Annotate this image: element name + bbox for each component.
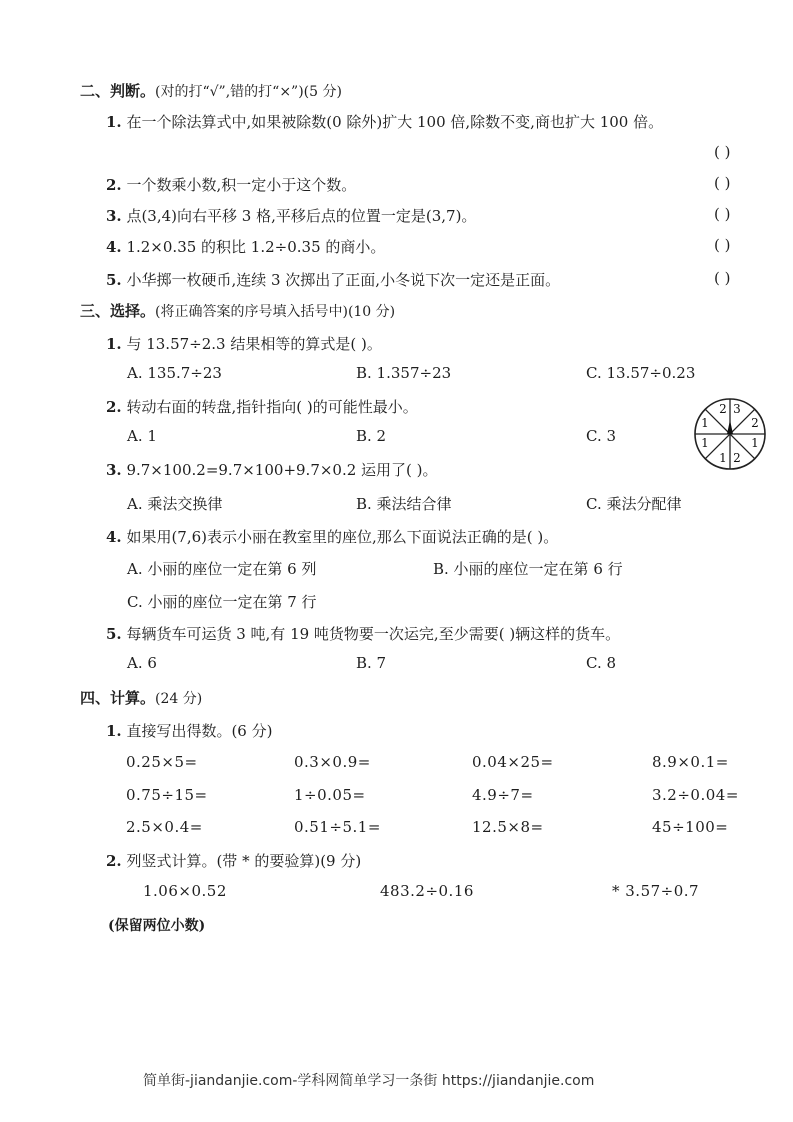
calc-cell[interactable]: 1÷0.05= bbox=[294, 786, 366, 804]
choice-question-3 bbox=[106, 459, 438, 480]
section-2-heading bbox=[80, 80, 342, 101]
item-number: 1. bbox=[106, 113, 122, 131]
section-3-title: 三、选择。 bbox=[80, 302, 156, 320]
item-number: 2. bbox=[106, 176, 122, 194]
option-a[interactable]: A. 小丽的座位一定在第 6 列 bbox=[127, 560, 317, 578]
calc-cell[interactable]: 0.51÷5.1= bbox=[294, 818, 381, 836]
vertical-calc-1[interactable]: 1.06×0.52 bbox=[143, 882, 227, 900]
option-b[interactable]: B. 2 bbox=[356, 427, 387, 445]
judge-item-3 bbox=[106, 205, 476, 226]
option-c[interactable]: C. 小丽的座位一定在第 7 行 bbox=[127, 593, 317, 611]
choice-question-4 bbox=[106, 526, 558, 547]
question-number: 1. bbox=[106, 335, 122, 353]
calc-cell[interactable]: 2.5×0.4= bbox=[126, 818, 203, 836]
item-text: 一个数乘小数,积一定小于这个数。 bbox=[126, 176, 357, 194]
rounding-note: (保留两位小数) bbox=[108, 918, 206, 934]
question-text: 9.7×100.2=9.7×100+9.7×0.2 运用了( )。 bbox=[126, 461, 438, 479]
question-text: 如果用(7,6)表示小丽在教室里的座位,那么下面说法正确的是( )。 bbox=[126, 528, 559, 546]
calc-cell[interactable]: 0.3×0.9= bbox=[294, 753, 371, 771]
judge-item-2 bbox=[106, 174, 356, 195]
choice-question-1 bbox=[106, 333, 382, 354]
part-text: 直接写出得数。(6 分) bbox=[126, 722, 273, 740]
calc-cell[interactable]: 3.2÷0.04= bbox=[652, 786, 739, 804]
spinner-label: 2 bbox=[733, 451, 741, 465]
choice-question-5 bbox=[106, 623, 620, 644]
question-text: 转动右面的转盘,指针指向( )的可能性最小。 bbox=[126, 398, 418, 416]
answer-blank[interactable]: ( ) bbox=[714, 236, 731, 254]
calc-cell[interactable]: 0.04×25= bbox=[472, 753, 554, 771]
spinner-wheel bbox=[692, 396, 768, 472]
section-3-heading bbox=[80, 300, 395, 321]
calc-cell[interactable]: 0.75÷15= bbox=[126, 786, 208, 804]
section-3-note: (将正确答案的序号填入括号中)(10 分) bbox=[155, 304, 396, 320]
calc-cell[interactable]: 4.9÷7= bbox=[472, 786, 534, 804]
item-number: 3. bbox=[106, 207, 122, 225]
judge-item-1 bbox=[106, 111, 663, 132]
calc-cell[interactable]: 12.5×8= bbox=[472, 818, 544, 836]
question-text: 每辆货车可运货 3 吨,有 19 吨货物要一次运完,至少需要( )辆这样的货车。 bbox=[126, 625, 621, 643]
spinner-label: 2 bbox=[751, 416, 759, 430]
option-a[interactable]: A. 乘法交换律 bbox=[127, 495, 223, 513]
option-a[interactable]: A. 6 bbox=[127, 654, 157, 672]
part-number: 2. bbox=[106, 852, 122, 870]
answer-blank[interactable]: ( ) bbox=[714, 174, 731, 192]
option-c[interactable]: C. 乘法分配律 bbox=[586, 495, 682, 513]
calc-cell[interactable]: 8.9×0.1= bbox=[652, 753, 729, 771]
option-c[interactable]: C. 13.57÷0.23 bbox=[586, 364, 696, 382]
part-text: 列竖式计算。(带 * 的要验算)(9 分) bbox=[126, 852, 362, 870]
vertical-calc-2[interactable]: 483.2÷0.16 bbox=[380, 882, 474, 900]
section-2-title: 二、判断。 bbox=[80, 82, 156, 100]
judge-item-5 bbox=[106, 269, 560, 290]
item-number: 5. bbox=[106, 271, 122, 289]
option-b[interactable]: B. 乘法结合律 bbox=[356, 495, 452, 513]
question-number: 5. bbox=[106, 625, 122, 643]
option-c[interactable]: C. 3 bbox=[586, 427, 617, 445]
calc-part-2 bbox=[106, 850, 361, 871]
option-b[interactable]: B. 小丽的座位一定在第 6 行 bbox=[433, 560, 623, 578]
question-number: 3. bbox=[106, 461, 122, 479]
section-4-heading bbox=[80, 687, 202, 708]
section-2-note: (对的打“√”,错的打“×”)(5 分) bbox=[155, 84, 342, 100]
option-b[interactable]: B. 1.357÷23 bbox=[356, 364, 452, 382]
spinner-label: 1 bbox=[701, 416, 709, 430]
item-text: 在一个除法算式中,如果被除数(0 除外)扩大 100 倍,除数不变,商也扩大 100 倍。 bbox=[126, 113, 664, 131]
item-number: 4. bbox=[106, 238, 122, 256]
judge-item-4 bbox=[106, 236, 385, 257]
answer-blank[interactable]: ( ) bbox=[714, 143, 731, 161]
answer-blank[interactable]: ( ) bbox=[714, 205, 731, 223]
spinner-label: 1 bbox=[751, 436, 759, 450]
calc-cell[interactable]: 45÷100= bbox=[652, 818, 729, 836]
section-4-note: (24 分) bbox=[155, 691, 203, 707]
spinner-label: 1 bbox=[701, 436, 709, 450]
option-a[interactable]: A. 1 bbox=[127, 427, 157, 445]
question-number: 4. bbox=[106, 528, 122, 546]
calc-cell[interactable]: 0.25×5= bbox=[126, 753, 198, 771]
footer-watermark: 简单街-jiandanjie.com-学科网简单学习一条街 https://jiandanjie.com bbox=[143, 1073, 595, 1089]
spinner-label: 3 bbox=[733, 402, 741, 416]
section-4-title: 四、计算。 bbox=[80, 689, 156, 707]
vertical-calc-3[interactable]: * 3.57÷0.7 bbox=[612, 882, 700, 900]
option-c[interactable]: C. 8 bbox=[586, 654, 617, 672]
part-number: 1. bbox=[106, 722, 122, 740]
question-number: 2. bbox=[106, 398, 122, 416]
answer-blank[interactable]: ( ) bbox=[714, 269, 731, 287]
item-text: 1.2×0.35 的积比 1.2÷0.35 的商小。 bbox=[126, 238, 386, 256]
spinner-label: 2 bbox=[719, 402, 727, 416]
question-text: 与 13.57÷2.3 结果相等的算式是( )。 bbox=[126, 335, 382, 353]
spinner-label: 1 bbox=[719, 451, 727, 465]
item-text: 小华掷一枚硬币,连续 3 次掷出了正面,小冬说下次一定还是正面。 bbox=[126, 271, 561, 289]
calc-part-1 bbox=[106, 720, 272, 741]
option-b[interactable]: B. 7 bbox=[356, 654, 387, 672]
option-a[interactable]: A. 135.7÷23 bbox=[127, 364, 222, 382]
choice-question-2 bbox=[106, 396, 418, 417]
item-text: 点(3,4)向右平移 3 格,平移后点的位置一定是(3,7)。 bbox=[126, 207, 477, 225]
